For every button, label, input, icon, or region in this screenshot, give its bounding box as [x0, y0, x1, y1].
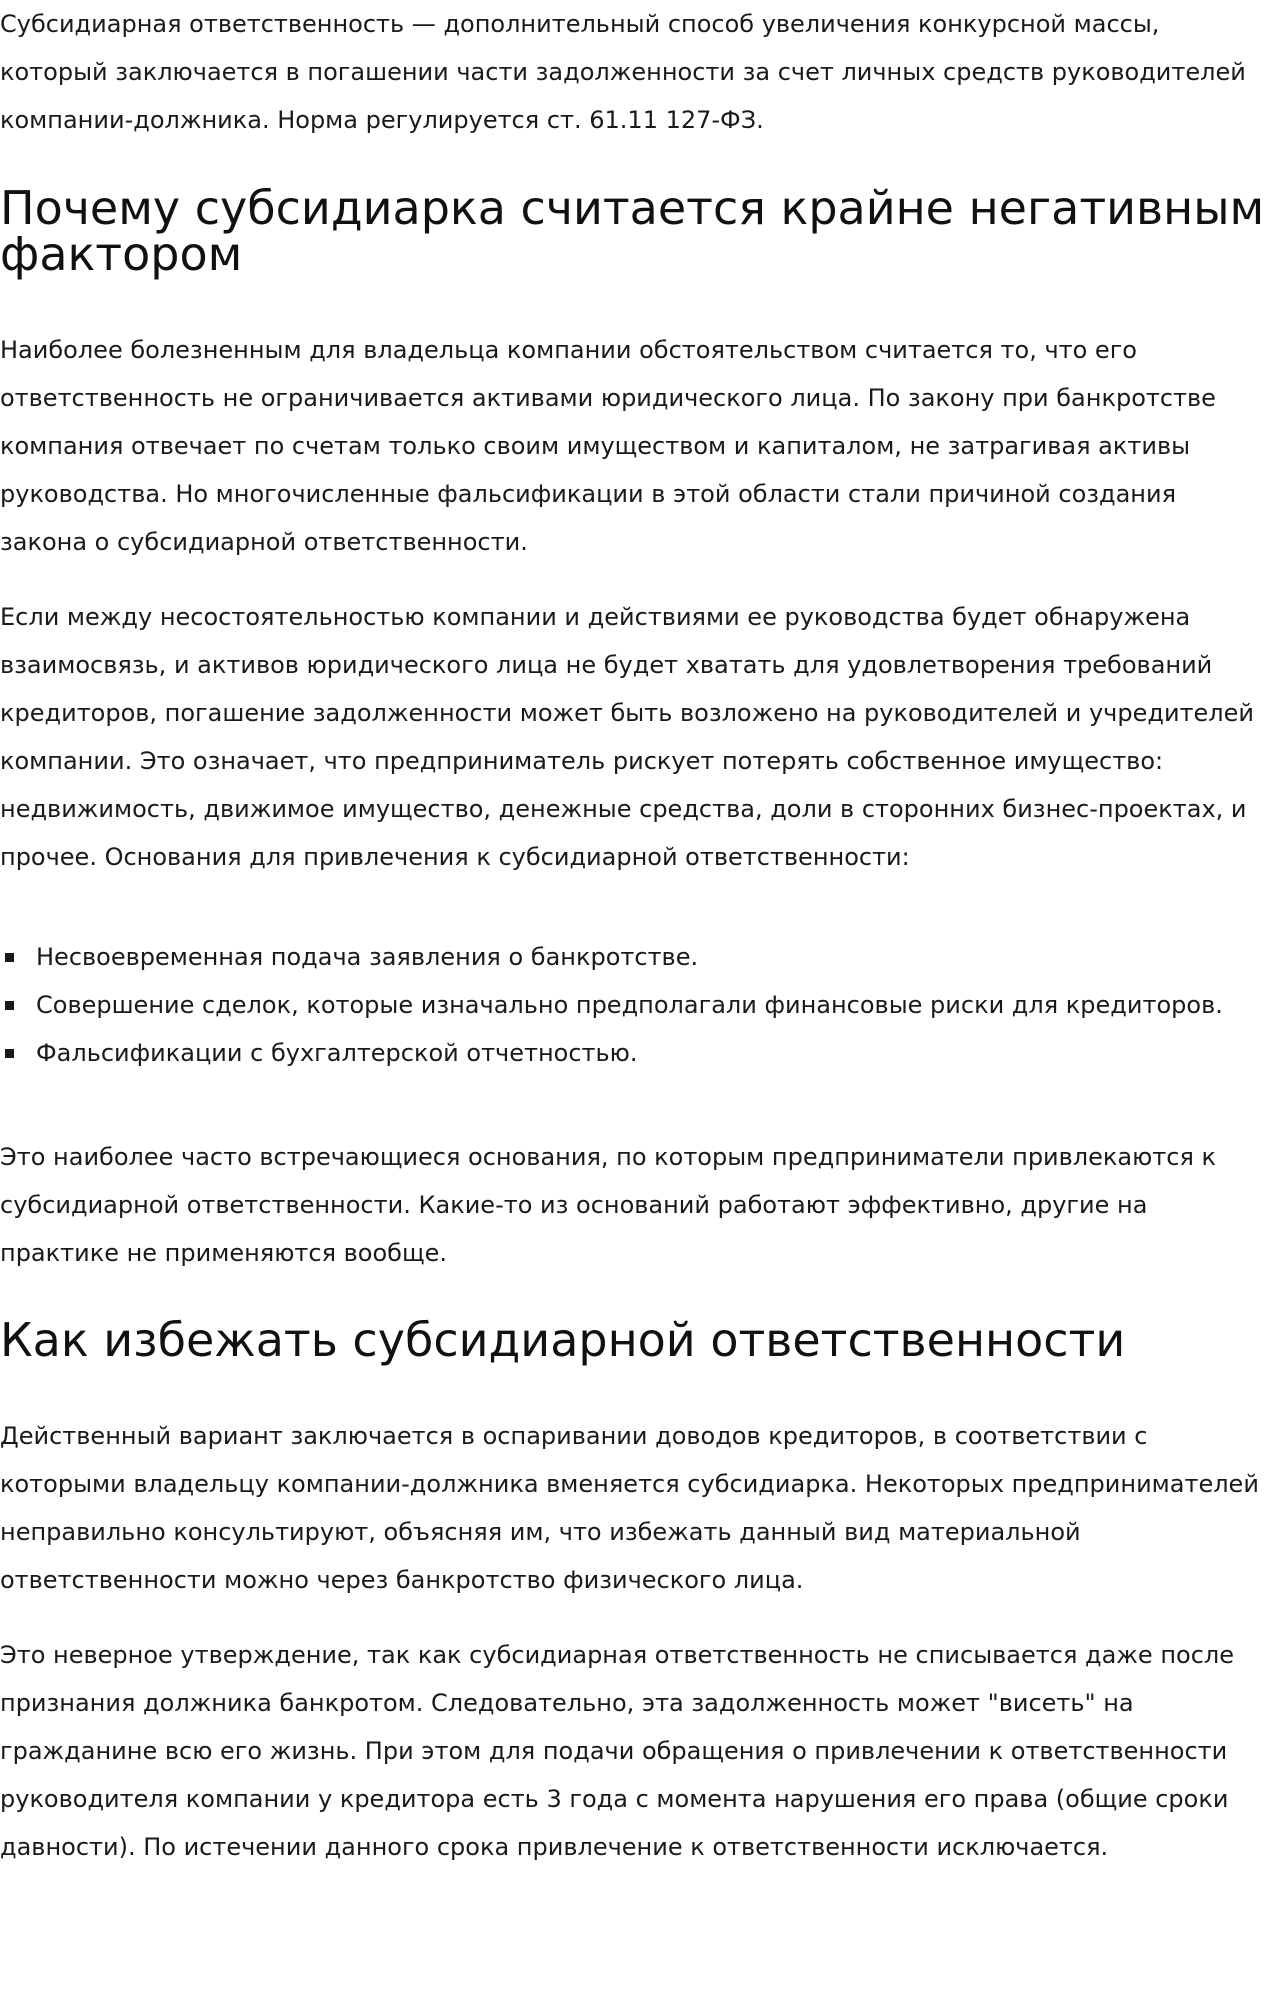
- list-item: [0, 1029, 1270, 1077]
- paragraph: Это наиболее часто встречающиеся основания, по которым предприниматели привлекаются к субсидиарной ответственности. Какие-то из оснований работают эффективно, другие на практике не применяются вообще.: [0, 1143, 1217, 1267]
- section-heading-negative-factor: Почему субсидиарка считается крайне негативным фактором: [0, 181, 1265, 281]
- square-bullet-icon: [5, 1049, 14, 1058]
- list-item-text: Несвоевременная подача заявления о банкротстве.: [36, 943, 699, 971]
- list-item-text: Совершение сделок, которые изначально предполагали финансовые риски для кредиторов.: [36, 991, 1223, 1019]
- list-item: [0, 933, 1270, 981]
- intro-paragraph: Субсидиарная ответственность — дополнительный способ увеличения конкурсной массы, который заключается в погашении части задолженности за счет личных средств руководителей компании-должника. Норма регулируется ст. 61.11 127-ФЗ.: [0, 10, 1246, 134]
- grounds-list: [0, 933, 1270, 1077]
- list-item-text: Фальсификации с бухгалтерской отчетностью.: [36, 1039, 638, 1067]
- paragraph: Действенный вариант заключается в оспаривании доводов кредиторов, в соответствии с которыми владельцу компании-должника вменяется субсидиарка. Некоторых предпринимателей неправильно консультируют, объясняя им, что избежать данный вид материальной ответственности можно через банкротство физического лица.: [0, 1422, 1259, 1594]
- paragraph: Это неверное утверждение, так как субсидиарная ответственность не списывается даже после признания должника банкротом. Следовательно, эта задолженность может "висеть" на гражданине всю его жизнь. При этом для подачи обращения о привлечении к ответственности руководителя компании у кредитора есть 3 года с момента нарушения его права (общие сроки давности). По истечении данного срока привлечение к ответственности исключается.: [0, 1641, 1234, 1861]
- section-heading-avoid-liability: Как избежать субсидиарной ответственности: [0, 1313, 1126, 1367]
- paragraph: Если между несостоятельностью компании и действиями ее руководства будет обнаружена взаимосвязь, и активов юридического лица не будет хватать для удовлетворения требований кредиторов, погашение задолженности может быть возложено на руководителей и учредителей компании. Это означает, что предприниматель рискует потерять собственное имущество: недвижимость, движимое имущество, денежные средства, доли в сторонних бизнес-проектах, и прочее. Основания для привлечения к субсидиарной ответственности:: [0, 603, 1254, 871]
- square-bullet-icon: [5, 1001, 14, 1010]
- paragraph: Наиболее болезненным для владельца компании обстоятельством считается то, что его ответственность не ограничивается активами юридического лица. По закону при банкротстве компания отвечает по счетам только своим имуществом и капиталом, не затрагивая активы руководства. Но многочисленные фальсификации в этой области стали причиной создания закона о субсидиарной ответственности.: [0, 336, 1216, 556]
- square-bullet-icon: [5, 953, 14, 962]
- list-item: [0, 981, 1270, 1029]
